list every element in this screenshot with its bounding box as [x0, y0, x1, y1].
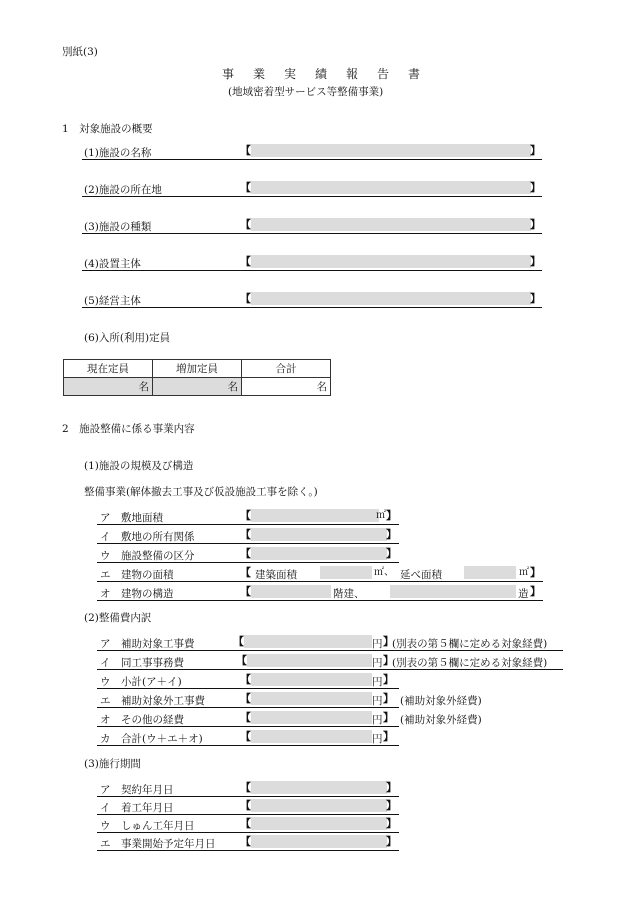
bracket-close: 】	[386, 781, 397, 794]
yen-unit: 円	[372, 733, 383, 745]
bracket-open: 【	[240, 673, 251, 686]
capacity-table	[63, 359, 331, 396]
building-area-label: エ 建物の面積	[100, 569, 174, 581]
bracket-open: 【	[240, 711, 251, 724]
bracket-open: 【	[240, 817, 251, 830]
completion-date-label: ウ しゅん工年月日	[100, 820, 195, 832]
bracket-close: 】	[530, 218, 541, 231]
cost-label: (2)整備費内訳	[84, 612, 152, 624]
non-subsidy-construction-field[interactable]	[251, 692, 372, 705]
page-subtitle: (地域密着型サービス等整備事業)	[228, 86, 384, 98]
underline	[82, 159, 542, 160]
building-structure-label: オ 建物の構造	[100, 588, 174, 600]
page-title: 事業実績報告書	[222, 67, 440, 81]
underline	[82, 307, 542, 308]
yen-unit: 円	[372, 638, 383, 650]
bracket-close: 】	[386, 799, 397, 812]
facility-name-field[interactable]	[251, 144, 531, 157]
capacity-header-increase: 増加定員	[153, 360, 242, 378]
floors-field[interactable]	[251, 585, 331, 598]
bracket-close: 】	[386, 528, 397, 541]
section2-heading: 2 施設整備に係る事業内容	[62, 423, 195, 435]
period-label: (3)施行期間	[84, 758, 141, 770]
underline	[82, 233, 542, 234]
bracket-close: 】	[530, 144, 541, 157]
bracket-close: 】	[530, 255, 541, 268]
underline	[97, 814, 399, 815]
unit-label: ㎡	[519, 567, 529, 578]
total-floor-label: 延べ面積	[400, 569, 442, 581]
section1-heading: 1 対象施設の概要	[62, 123, 153, 135]
bracket-close: 】	[530, 292, 541, 305]
facility-address-label: (2)施設の所在地	[84, 184, 162, 196]
completion-date-field[interactable]	[251, 817, 387, 830]
underline	[97, 726, 399, 727]
bracket-close: 】	[386, 835, 397, 848]
bracket-open: 【	[240, 585, 251, 598]
underline	[97, 669, 563, 670]
bracket-open: 【	[240, 528, 251, 541]
cost-note: (別表の第５欄に定める対象経費)	[392, 657, 548, 669]
operator-field[interactable]	[251, 292, 531, 305]
admin-cost-field[interactable]	[247, 654, 372, 667]
other-cost-field[interactable]	[251, 711, 372, 724]
bracket-open: 【	[240, 692, 251, 705]
underline	[97, 581, 543, 582]
bracket-close: 】	[530, 566, 541, 579]
scale-label: (1)施設の規模及び構造	[84, 460, 194, 472]
capacity-total-cell[interactable]	[242, 378, 331, 396]
facility-category-field[interactable]	[251, 547, 387, 560]
unit-label: 名	[227, 381, 238, 393]
bracket-open: 【	[240, 566, 251, 579]
bracket-open: 【	[240, 292, 251, 305]
bracket-open: 【	[240, 255, 251, 268]
facility-name-label: (1)施設の名称	[84, 147, 152, 159]
cost-note: (補助対象外経費)	[400, 695, 482, 707]
operation-start-date-field[interactable]	[251, 835, 387, 848]
total-floor-field[interactable]	[464, 566, 516, 579]
underline	[97, 832, 399, 833]
floors-unit: 階建、	[333, 588, 365, 600]
bracket-close: 】	[386, 547, 397, 560]
bracket-open: 【	[240, 730, 251, 743]
subtotal-field[interactable]	[251, 673, 372, 686]
founder-field[interactable]	[251, 255, 531, 268]
doc-id: 別紙(3)	[62, 46, 98, 58]
structure-unit: 造	[518, 588, 529, 600]
facility-type-field[interactable]	[251, 218, 531, 231]
contract-date-field[interactable]	[251, 781, 387, 794]
start-date-field[interactable]	[251, 799, 387, 812]
underline	[82, 270, 542, 271]
unit-label: ㎡、	[374, 567, 394, 578]
yen-unit: 円	[372, 676, 383, 688]
building-footprint-label: 建築面積	[255, 569, 297, 581]
cost-note: (別表の第５欄に定める対象経費)	[392, 638, 548, 650]
bracket-open: 【	[240, 509, 251, 522]
project-note: 整備事業(解体撤去工事及び仮設施設工事を除く。)	[84, 486, 318, 498]
bracket-close: 】	[383, 711, 394, 724]
bracket-close: 】	[530, 181, 541, 194]
unit-label: 名	[316, 381, 327, 393]
bracket-close: 】	[383, 692, 394, 705]
underline	[97, 850, 399, 851]
yen-unit: 円	[372, 714, 383, 726]
site-area-label: ア 敷地面積	[100, 512, 163, 524]
yen-unit: 円	[372, 695, 383, 707]
site-area-field[interactable]	[251, 509, 379, 522]
operation-start-date-label: エ 事業開始予定年月日	[100, 838, 216, 850]
bracket-open: 【	[240, 144, 251, 157]
subsidy-construction-field[interactable]	[244, 635, 372, 648]
underline	[97, 562, 399, 563]
facility-type-label: (3)施設の種類	[84, 221, 152, 233]
bracket-open: 【	[240, 835, 251, 848]
total-cost-field[interactable]	[251, 730, 372, 743]
underline	[97, 543, 399, 544]
structure-type-field[interactable]	[390, 585, 516, 598]
bracket-close: 】	[383, 635, 394, 648]
contract-date-label: ア 契約年月日	[100, 784, 174, 796]
bracket-open: 【	[240, 547, 251, 560]
bracket-open: 【	[240, 181, 251, 194]
building-footprint-field[interactable]	[320, 566, 372, 579]
unit-label: ㎡	[376, 510, 386, 521]
subsidy-construction-label: ア 補助対象工事費	[100, 638, 195, 650]
other-cost-label: オ その他の経費	[100, 714, 184, 726]
bracket-open: 【	[236, 654, 247, 667]
bracket-open: 【	[240, 781, 251, 794]
yen-unit: 円	[372, 657, 383, 669]
founder-label: (4)設置主体	[84, 258, 141, 270]
underline	[97, 524, 399, 525]
bracket-close: 】	[386, 509, 397, 522]
non-subsidy-construction-label: エ 補助対象外工事費	[100, 695, 205, 707]
bracket-open: 【	[233, 635, 244, 648]
subtotal-label: ウ 小計(ア＋イ)	[100, 676, 182, 688]
underline	[82, 196, 542, 197]
capacity-header-current: 現在定員	[64, 360, 153, 378]
bracket-close: 】	[386, 817, 397, 830]
start-date-label: イ 着工年月日	[100, 802, 174, 814]
bracket-close: 】	[383, 730, 394, 743]
underline	[97, 745, 399, 746]
facility-address-field[interactable]	[251, 181, 531, 194]
unit-label: 名	[138, 381, 149, 393]
bracket-open: 【	[240, 218, 251, 231]
bracket-close: 】	[383, 654, 394, 667]
underline	[97, 688, 399, 689]
bracket-close: 】	[383, 673, 394, 686]
capacity-current-cell[interactable]	[64, 378, 153, 396]
cost-note: (補助対象外経費)	[400, 714, 482, 726]
capacity-increase-cell[interactable]	[153, 378, 242, 396]
total-cost-label: カ 合計(ウ＋エ＋オ)	[100, 733, 203, 745]
site-ownership-label: イ 敷地の所有関係	[100, 531, 195, 543]
facility-category-label: ウ 施設整備の区分	[100, 550, 195, 562]
bracket-open: 【	[240, 799, 251, 812]
underline	[97, 600, 543, 601]
underline	[97, 650, 563, 651]
capacity-label: (6)入所(利用)定員	[84, 332, 171, 344]
admin-cost-label: イ 同工事事務費	[100, 657, 184, 669]
underline	[97, 707, 399, 708]
site-ownership-field[interactable]	[251, 528, 387, 541]
operator-label: (5)経営主体	[84, 295, 141, 307]
capacity-header-total: 合計	[242, 360, 331, 378]
underline	[97, 796, 399, 797]
bracket-close: 】	[530, 585, 541, 598]
